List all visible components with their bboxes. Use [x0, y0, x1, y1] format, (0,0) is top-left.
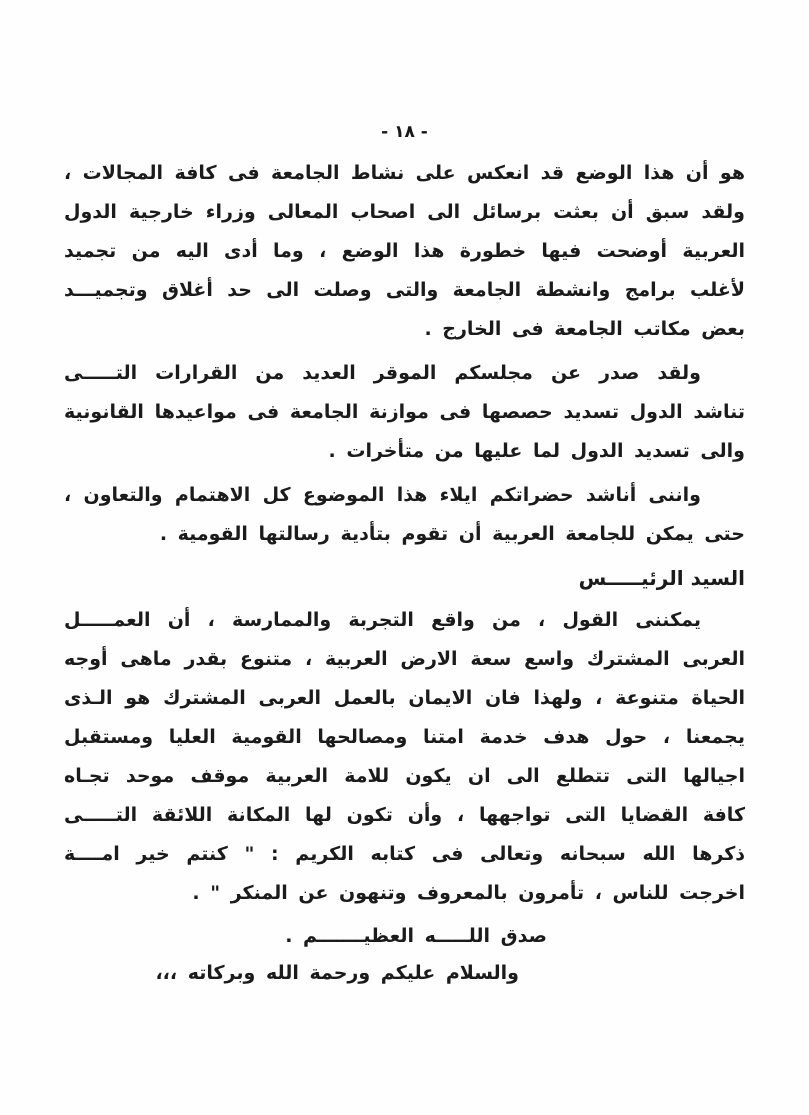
- paragraph-4: [64, 601, 745, 913]
- text-line: اجيالها التى تتطلع الى ان يكون للامة العربية موقف موحد تجـاه: [64, 765, 745, 787]
- document-sheet: [64, 0, 745, 992]
- paragraph-1: [64, 154, 745, 349]
- text-line: حتى يمكن للجامعة العربية أن تقوم بتأدية رسالتها القومية .: [159, 523, 745, 545]
- text-line: يجمعنا ، حول هدف خدمة امتنا ومصالحها القومية العليا ومستقبل: [64, 726, 745, 748]
- section-heading: السيد الرئيـــــس: [578, 566, 745, 590]
- text-line: اخرجت للناس ، تأمرون بالمعروف وتنهون عن المنكر " .: [192, 882, 745, 904]
- text-line: بعض مكاتب الجامعة فى الخارج .: [424, 318, 745, 340]
- text-line: تناشد الدول تسديد حصصها فى موازنة الجامعة فى مواعيدها القانونية: [64, 401, 745, 423]
- paragraph-2: [64, 354, 745, 471]
- text-line: هو أن هذا الوضع قد انعكس على نشاط الجامعة فى كافة المجالات ،: [64, 162, 745, 184]
- text-line: كافة القضايا التى تواجهها ، وأن تكون لها المكانة اللائقة التـــــى: [64, 804, 745, 826]
- text-line: العربى المشترك واسع سعة الارض العربية ، متنوع بقدر ماهى أوجه: [64, 648, 745, 670]
- text-line: والى تسديد الدول لما عليها من متأخرات .: [328, 440, 745, 462]
- closing-block: [64, 918, 745, 992]
- page-number: - ١٨ -: [381, 122, 428, 142]
- text-line: العربية أوضحت فيها خطورة هذا الوضع ، وما أدى اليه من تجميد: [64, 240, 745, 262]
- text-line: يمكننى القول ، من واقع التجربة والممارسة ، أن العمـــــل: [64, 609, 701, 631]
- text-line: ذكرها الله سبحانه وتعالى فى كتابه الكريم : " كنتم خير امــــة: [64, 843, 745, 865]
- text-line: ولقد صدر عن مجلسكم الموقر العديد من القرارات التـــــى: [64, 362, 701, 384]
- text-line: واننى أناشد حضراتكم ايلاء هذا الموضوع كل الاهتمام والتعاون ،: [64, 484, 701, 506]
- paragraph-3: [64, 476, 745, 554]
- text-line: ولقد سبق أن بعثت برسائل الى اصحاب المعالى وزراء خارجية الدول: [64, 201, 745, 223]
- closing-line-sadaqa: صدق اللـــــه العظيـــــــم .: [285, 925, 547, 947]
- text-line: الحياة متنوعة ، ولهذا فان الايمان بالعمل العربى المشترك هو الـذى: [64, 687, 745, 709]
- closing-line-salam: والسلام عليكم ورحمة الله وبركاته ،،،: [155, 962, 519, 984]
- text-line: لأغلب برامج وانشطة الجامعة والتى وصلت الى حد أغلاق وتجميـــد: [64, 279, 745, 301]
